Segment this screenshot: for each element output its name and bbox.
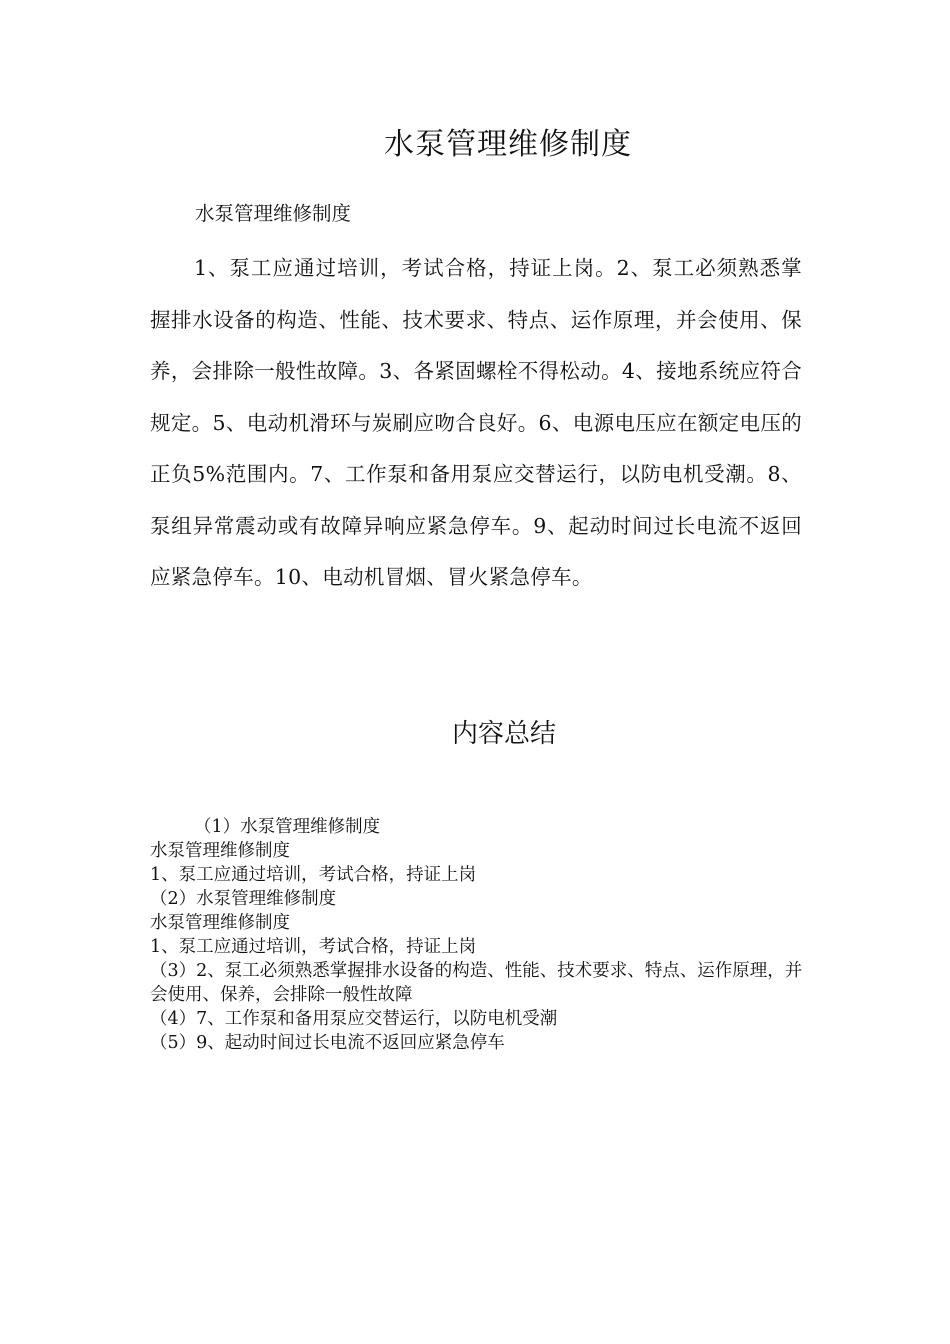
summary-line: （3）2、泵工必须熟悉掌握排水设备的构造、性能、技术要求、特点、运作原理，并会使用、保养，会排除一般性故障 <box>150 961 803 1005</box>
summary-line: （4）7、工作泵和备用泵应交替运行，以防电机受潮 <box>150 1009 558 1029</box>
summary-line: （5）9、起动时间过长电流不返回应紧急停车 <box>150 1033 505 1053</box>
document-title: 水泵管理维修制度 <box>384 127 632 162</box>
document-body: 1、泵工应通过培训，考试合格，持证上岗。2、泵工必须熟悉掌握排水设备的构造、性能、技术要求、特点、运作原理，并会使用、保养，会排除一般性故障。3、各紧固螺栓不得松动。4、接地系统应符合规定。5、电动机滑环与炭刷应吻合良好。6、电源电压应在额定电压的正负5%范围内。7、工作泵和备用泵应交替运行，以防电机受潮。8、泵组异常震动或有故障异响应紧急停车。9、起动时间过长电流不返回应紧急停车。10、电动机冒烟、冒火紧急停车。 <box>150 256 802 589</box>
summary-line: （1）水泵管理维修制度 <box>194 817 381 837</box>
summary-title: 内容总结 <box>451 719 556 749</box>
summary-line: 水泵管理维修制度 <box>150 913 290 933</box>
summary-line: 1、泵工应通过培训，考试合格，持证上岗 <box>150 865 477 885</box>
summary-line: （2）水泵管理维修制度 <box>150 889 337 909</box>
document-subtitle: 水泵管理维修制度 <box>195 202 352 225</box>
summary-list <box>150 815 810 1055</box>
summary-line: 1、泵工应通过培训，考试合格，持证上岗 <box>150 937 477 957</box>
summary-line: 水泵管理维修制度 <box>150 841 290 861</box>
